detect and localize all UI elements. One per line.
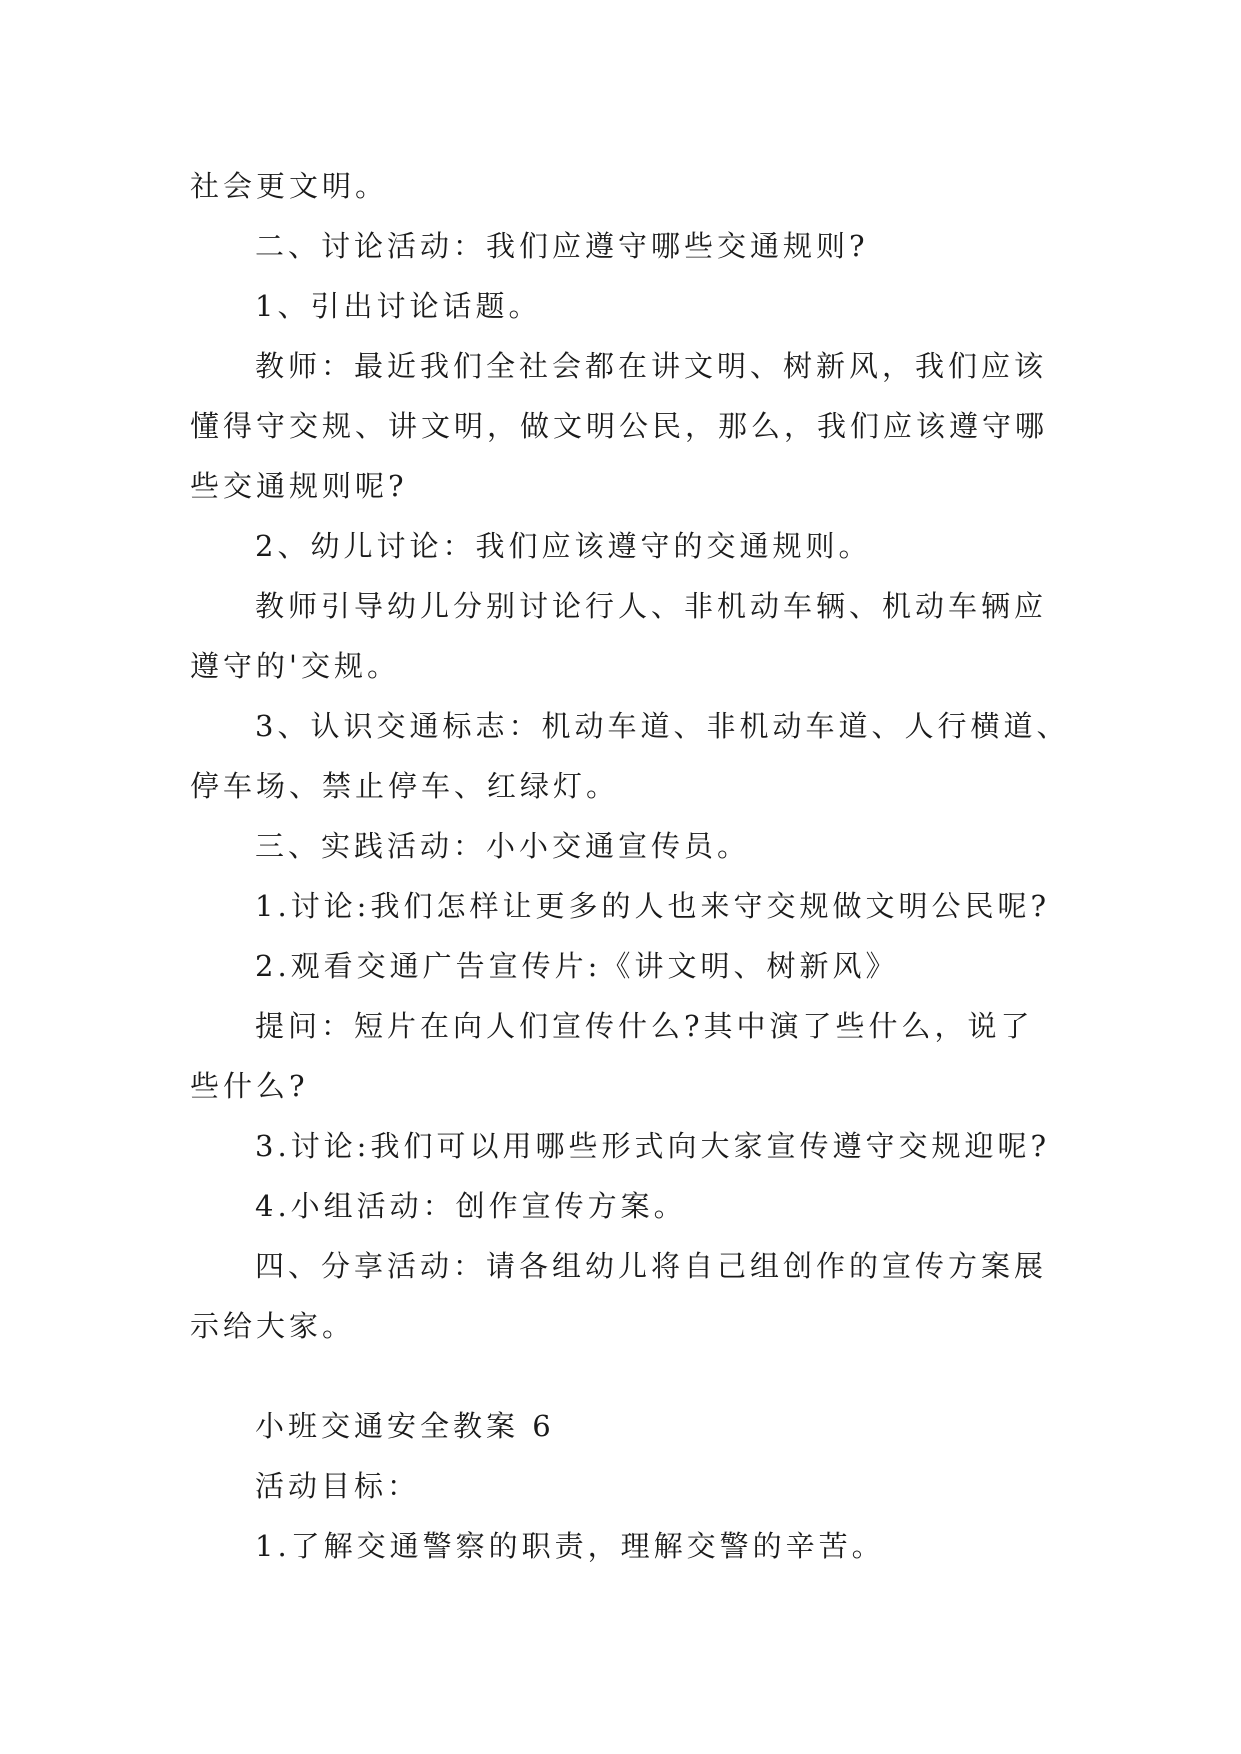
text-line: 些交通规则呢? (190, 469, 408, 503)
text-line: 示给大家。 (190, 1309, 356, 1343)
text-line: 1.讨论:我们怎样让更多的人也来守交规做文明公民呢? (255, 889, 1050, 923)
text-line: 教师引导幼儿分别讨论行人、非机动车辆、机动车辆应 (255, 589, 1048, 623)
text-line: 社会更文明。 (190, 169, 389, 203)
section-heading: 四、分享活动：请各组幼儿将自己组创作的宣传方案展 (255, 1249, 1048, 1283)
text-line: 2、幼儿讨论：我们应该遵守的交通规则。 (255, 529, 872, 563)
text-line: 些什么? (190, 1069, 309, 1103)
section-heading: 活动目标： (255, 1469, 421, 1503)
document-title: 小班交通安全教案 6 (255, 1409, 555, 1443)
text-line: 遵守的'交规。 (190, 649, 400, 683)
text-line: 4.小组活动：创作宣传方案。 (255, 1189, 687, 1223)
section-heading: 三、实践活动：小小交通宣传员。 (255, 829, 751, 863)
text-line: 停车场、禁止停车、红绿灯。 (190, 769, 620, 803)
text-line: 提问：短片在向人们宣传什么?其中演了些什么，说了 (255, 1009, 1034, 1043)
text-line: 1、引出讨论话题。 (255, 289, 542, 323)
text-line: 2.观看交通广告宣传片:《讲文明、树新风》 (255, 949, 899, 983)
text-line: 3、认识交通标志：机动车道、非机动车道、人行横道、 (255, 709, 1070, 743)
text-line: 1.了解交通警察的职责，理解交警的辛苦。 (255, 1529, 885, 1563)
section-heading: 二、讨论活动：我们应遵守哪些交通规则? (255, 229, 869, 263)
text-line: 3.讨论:我们可以用哪些形式向大家宣传遵守交规迎呢? (255, 1129, 1050, 1163)
text-line: 懂得守交规、讲文明，做文明公民，那么，我们应该遵守哪 (190, 409, 1049, 443)
text-line: 教师：最近我们全社会都在讲文明、树新风，我们应该 (255, 349, 1048, 383)
